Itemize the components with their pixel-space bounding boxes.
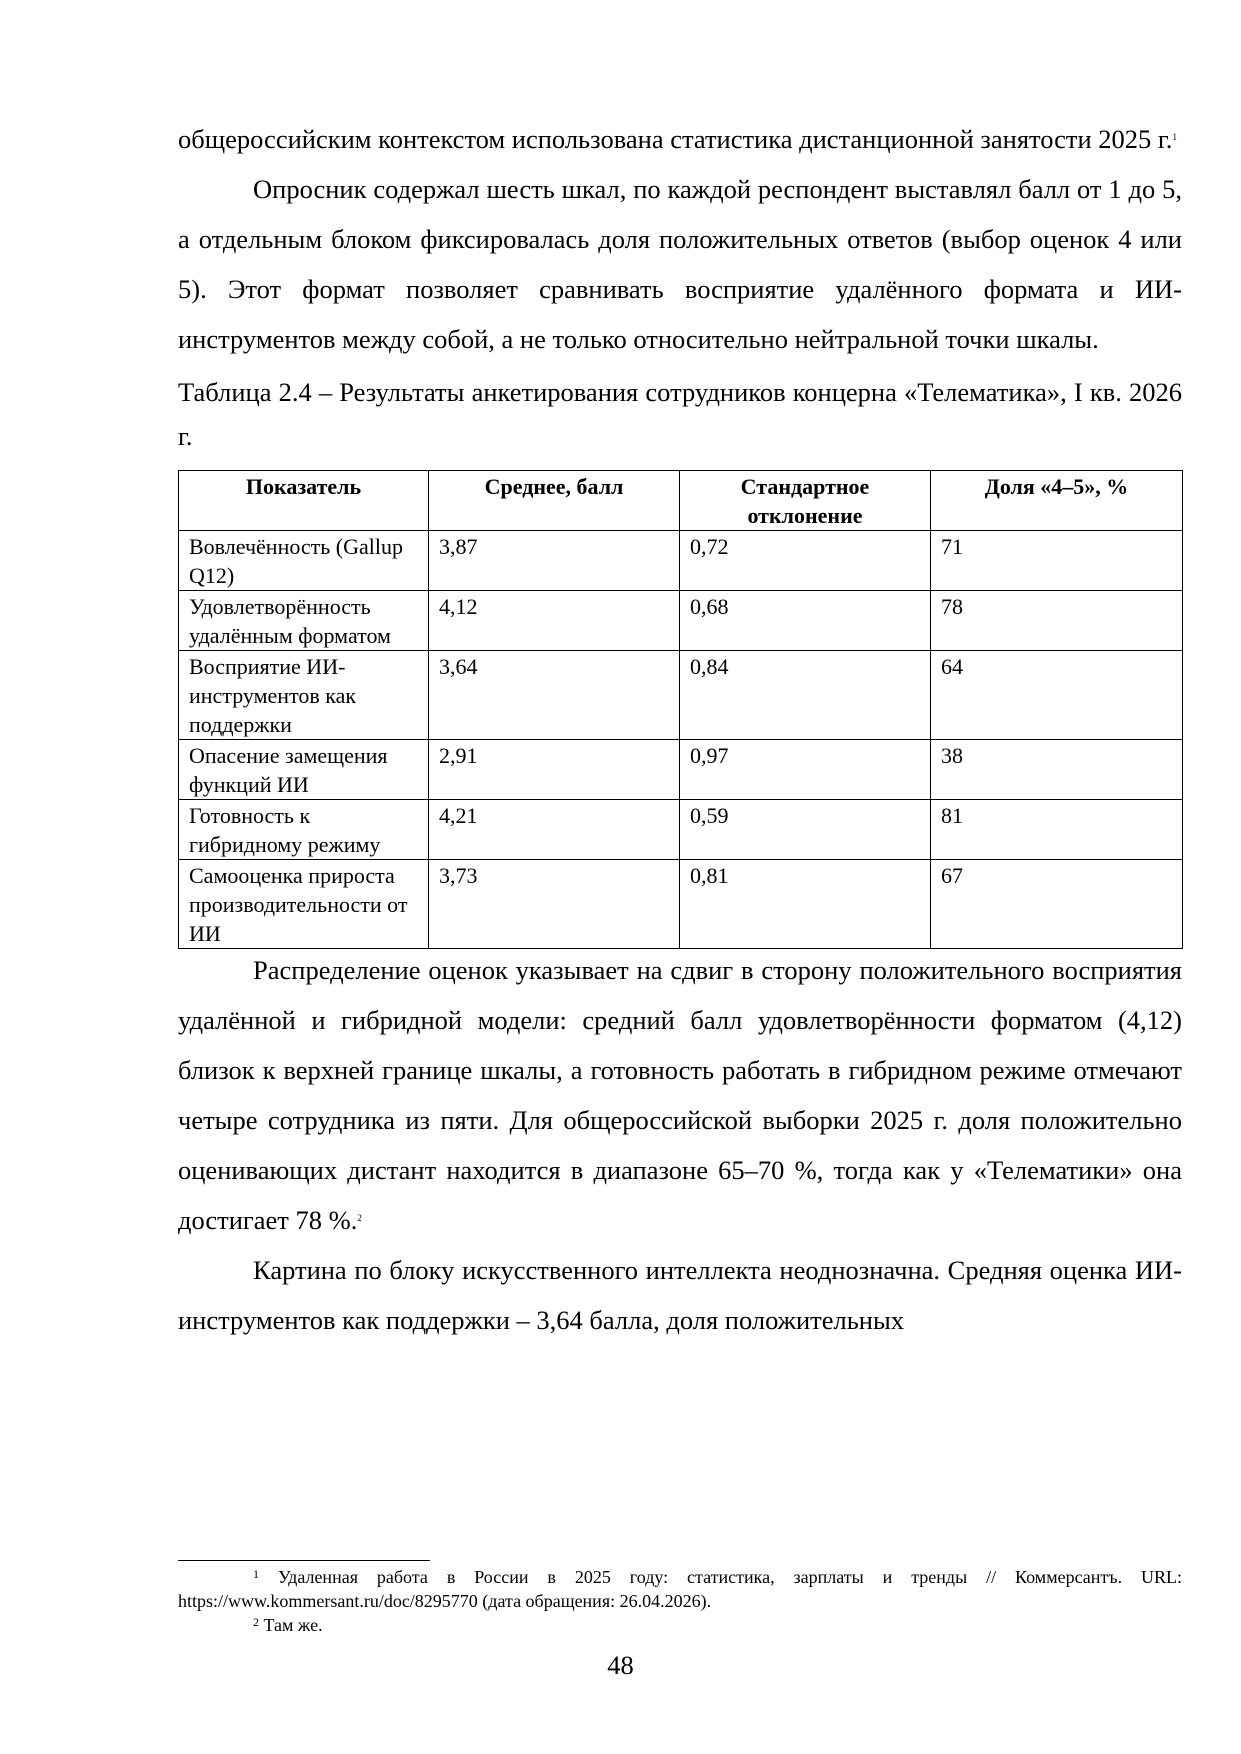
paragraph-ai-block: Картина по блоку искусственного интеллекта неоднозначна. Средняя оценка ИИ-инструментов как поддержки – 3,64 балла, доля положительных: [178, 1255, 1182, 1335]
footnote-number: 1: [253, 1567, 259, 1581]
paragraph-distribution: [178, 945, 1182, 1245]
footnote-1: [178, 1565, 1182, 1613]
cell-indicator: Вовлечённость (Gallup Q12): [179, 531, 429, 591]
cell-indicator: Восприятие ИИ-инструментов как поддержки: [179, 651, 429, 740]
cell-mean: 4,12: [429, 591, 680, 651]
cell-mean: 4,21: [429, 800, 680, 860]
cell-std: 0,97: [680, 740, 931, 800]
cell-std: 0,59: [680, 800, 931, 860]
cell-share: 64: [931, 651, 1183, 740]
cell-std: 0,72: [680, 531, 931, 591]
paragraph-questionnaire: Опросник содержал шесть шкал, по каждой респондент выставлял балл от 1 до 5, а отдельным блоком фиксировалась доля положительных ответов (выбор оценок 4 или 5). Этот формат позволяет сравнивать восприятие удалённого формата и ИИ-инструментов между собой, а не только относительно нейтральной точки шкалы.: [178, 174, 1182, 354]
paragraph-text: Распределение оценок указывает на сдвиг в сторону положительного восприятия удалённой и гибридной модели: средний балл удовлетворённости форматом (4,12) близок к верхней границе шкалы, а готовность работать в гибридном режиме отмечают четыре сотрудника из пяти. Для общероссийской выборки 2025 г. доля положительно оценивающих дистант находится в диапазоне 65–70 %, тогда как у «Телематики» она достигает 78 %.: [178, 955, 1182, 1235]
cell-mean: 3,73: [429, 860, 680, 949]
table-row: [179, 800, 1183, 860]
footnote-text: Там же.: [263, 1615, 323, 1635]
footnote-number: 2: [253, 1615, 259, 1629]
cell-indicator: Самооценка прироста производительности от ИИ: [179, 860, 429, 949]
cell-share: 71: [931, 531, 1183, 591]
header-std: Стандартное отклонение: [680, 471, 931, 531]
cell-mean: 2,91: [429, 740, 680, 800]
footnote-ref[interactable]: 2: [357, 1213, 362, 1223]
cell-share: 67: [931, 860, 1183, 949]
paragraph-text: общероссийским контекстом использована статистика дистанционной занятости 2025 г.: [178, 124, 1173, 154]
footnote-2: [178, 1613, 1182, 1637]
cell-indicator: Готовность к гибридному режиму: [179, 800, 429, 860]
cell-mean: 3,64: [429, 651, 680, 740]
cell-indicator: Удовлетворённость удалённым форматом: [179, 591, 429, 651]
table-row: [179, 531, 1183, 591]
cell-mean: 3,87: [429, 531, 680, 591]
footnote-text: Удаленная работа в России в 2025 году: статистика, зарплаты и тренды // Коммерсантъ. URL: https://www.kommersant.ru/doc/8295770 (дата обращения: 26.04.2026).: [178, 1567, 1183, 1611]
table-row: [179, 651, 1183, 740]
header-share: Доля «4–5», %: [931, 471, 1183, 531]
table-row: [179, 591, 1183, 651]
cell-indicator: Опасение замещения функций ИИ: [179, 740, 429, 800]
header-indicator: Показатель: [179, 471, 429, 531]
footnotes: [178, 1560, 1182, 1637]
page-body: [178, 114, 1182, 1345]
results-table: [178, 470, 1183, 949]
table-row: [179, 740, 1183, 800]
page-number: 48: [607, 1650, 634, 1680]
cell-share: 78: [931, 591, 1183, 651]
table-caption: Таблица 2.4 – Результаты анкетирования сотрудников концерна «Телематика», I кв. 2026 г.: [178, 377, 1182, 451]
cell-share: 38: [931, 740, 1183, 800]
header-mean: Среднее, балл: [429, 471, 680, 531]
footnote-ref[interactable]: 1: [1172, 132, 1177, 142]
cell-std: 0,81: [680, 860, 931, 949]
cell-std: 0,84: [680, 651, 931, 740]
paragraph-continuation: [178, 114, 1182, 164]
table-header-row: [179, 471, 1183, 531]
cell-std: 0,68: [680, 591, 931, 651]
table-row: [179, 860, 1183, 949]
footnote-separator: [178, 1560, 430, 1561]
cell-share: 81: [931, 800, 1183, 860]
